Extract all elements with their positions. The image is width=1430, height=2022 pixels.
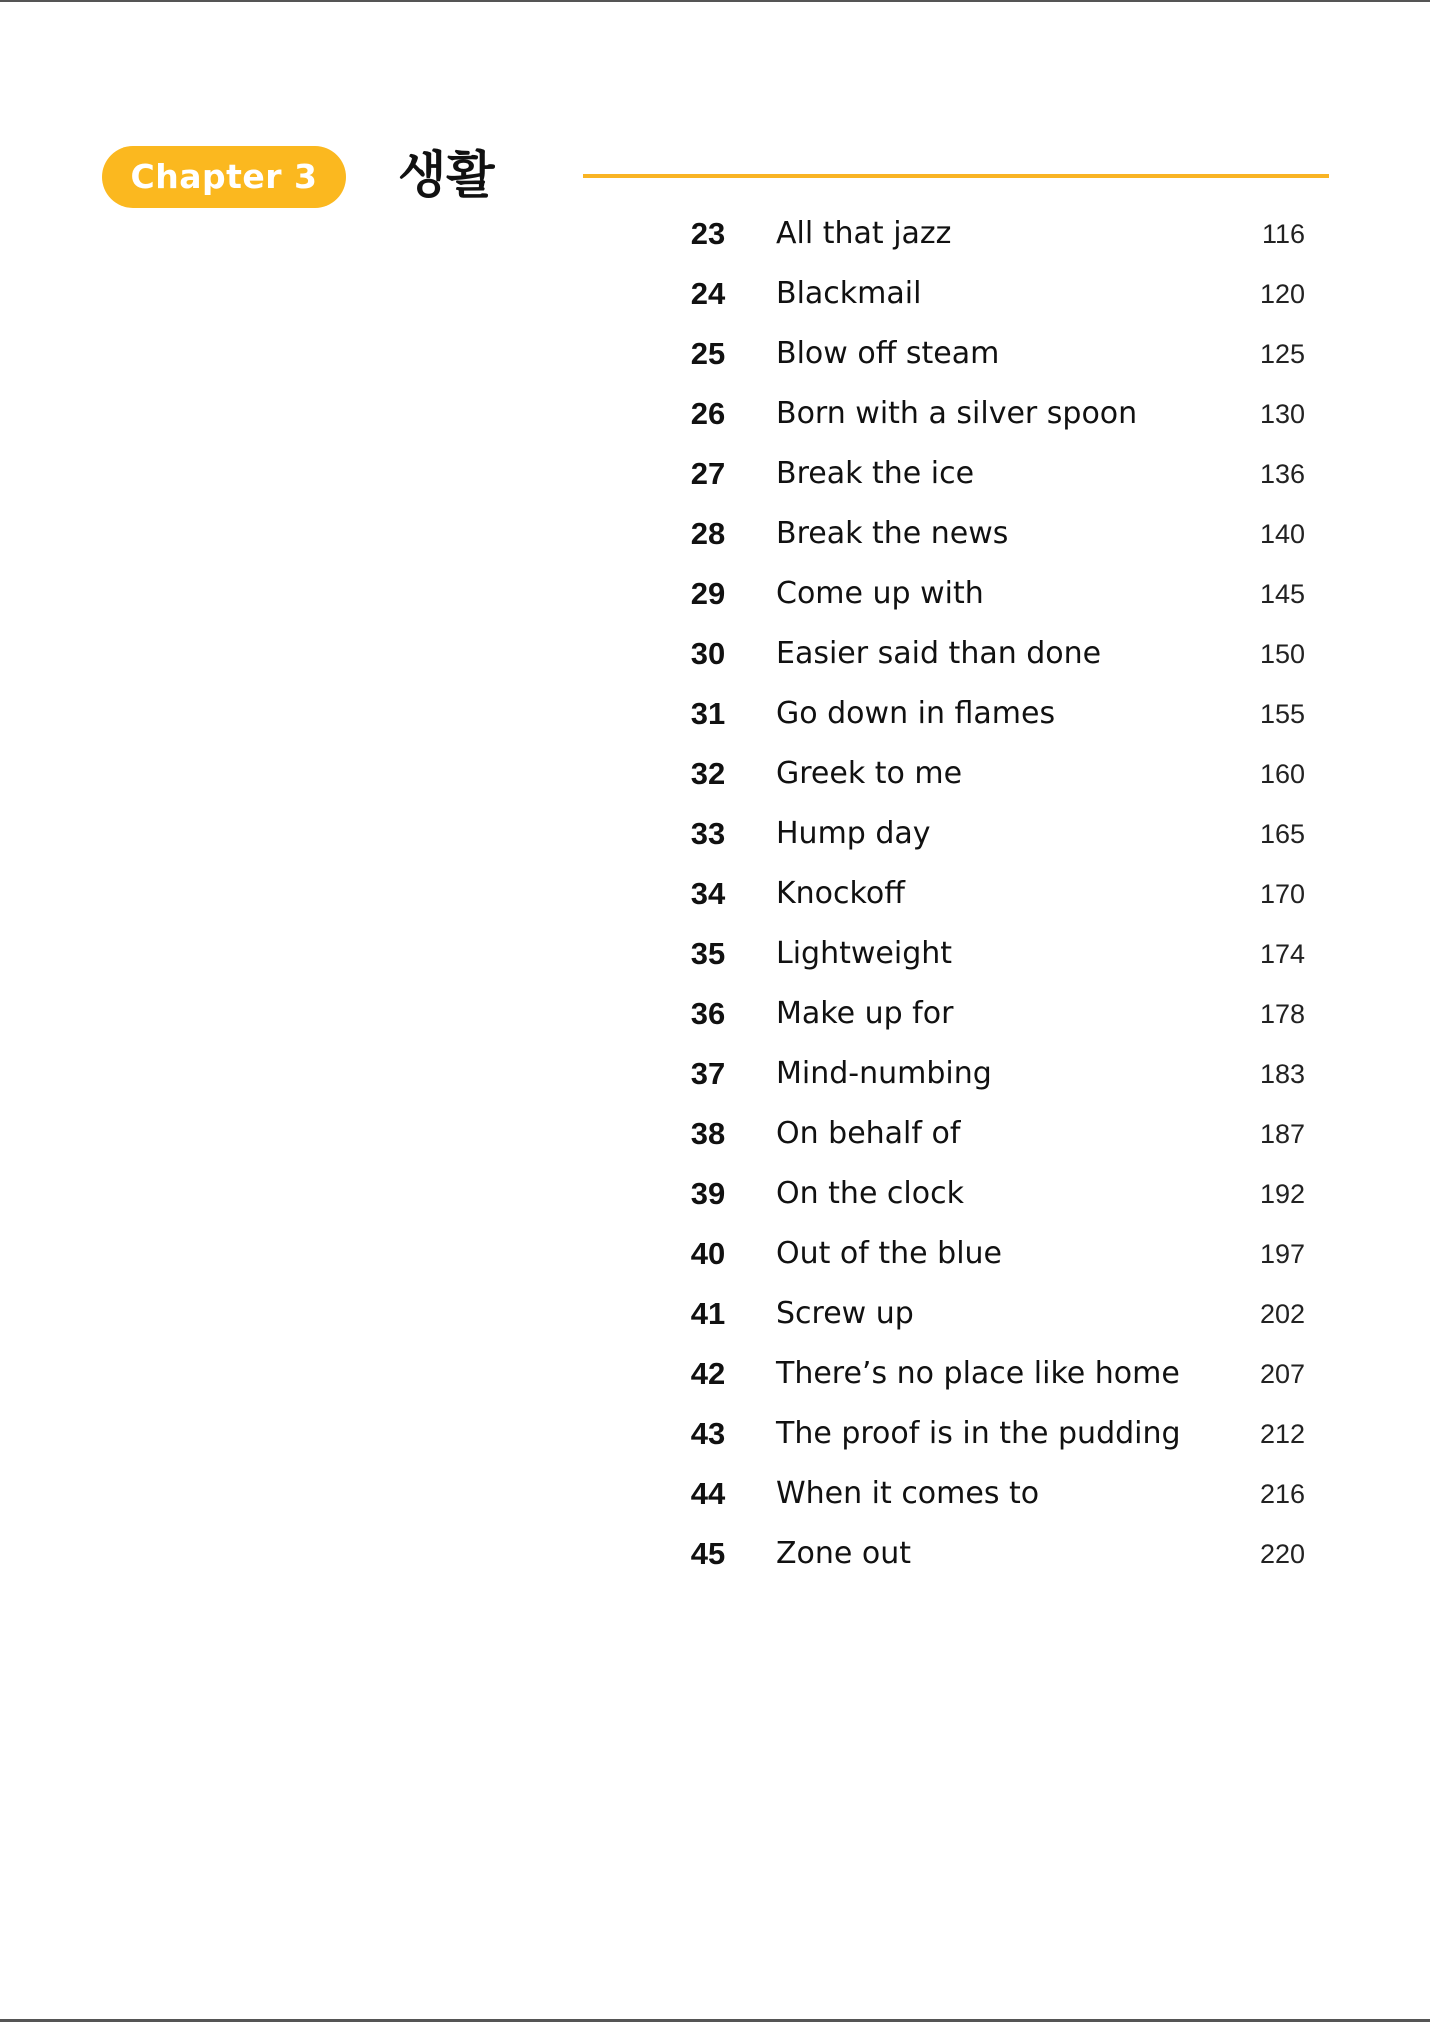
toc-entry[interactable] — [0, 744, 1430, 804]
entry-page: 170 — [1259, 879, 1305, 909]
entry-number: 39 — [690, 1176, 726, 1211]
entry-title: Zone out — [776, 1536, 912, 1571]
entry-number: 27 — [690, 456, 726, 491]
chapter-title: 생활 — [398, 146, 495, 204]
toc-entry[interactable] — [0, 1284, 1430, 1344]
toc-entry[interactable] — [0, 864, 1430, 924]
toc-entry[interactable] — [0, 384, 1430, 444]
chapter-divider-line — [583, 174, 1329, 178]
entry-title: When it comes to — [776, 1476, 1040, 1511]
entry-page: 165 — [1259, 819, 1305, 849]
entry-title: Hump day — [776, 816, 931, 851]
entry-page: 183 — [1259, 1059, 1305, 1089]
toc-entry[interactable] — [0, 1344, 1430, 1404]
entry-number: 28 — [690, 516, 726, 551]
entry-title: Come up with — [776, 576, 984, 611]
entry-number: 40 — [690, 1236, 726, 1271]
entry-title: Screw up — [776, 1296, 914, 1331]
entry-title: Blackmail — [776, 276, 922, 311]
entry-page: 212 — [1259, 1419, 1305, 1449]
toc-entry[interactable] — [0, 204, 1430, 264]
entry-title: Make up for — [776, 996, 954, 1031]
entry-title: Knockoff — [776, 876, 905, 911]
entry-title: Easier said than done — [776, 636, 1102, 671]
toc-entry[interactable] — [0, 804, 1430, 864]
entry-title: Born with a silver spoon — [776, 396, 1138, 431]
toc-entry[interactable] — [0, 1044, 1430, 1104]
entry-number: 33 — [690, 816, 726, 851]
toc-entry[interactable] — [0, 1524, 1430, 1584]
entry-page: 216 — [1259, 1479, 1305, 1509]
entry-number: 41 — [690, 1296, 726, 1331]
entry-number: 29 — [690, 576, 726, 611]
entry-number: 34 — [690, 876, 726, 911]
entry-page: 187 — [1259, 1119, 1305, 1149]
entry-page: 155 — [1259, 699, 1305, 729]
entry-title: On the clock — [776, 1176, 964, 1211]
entry-number: 45 — [690, 1536, 726, 1571]
entry-page: 145 — [1259, 579, 1305, 609]
toc-entry[interactable] — [0, 984, 1430, 1044]
entry-number: 26 — [690, 396, 726, 431]
entry-page: 174 — [1259, 939, 1305, 969]
entry-title: Mind-numbing — [776, 1056, 992, 1091]
toc-entry[interactable] — [0, 1104, 1430, 1164]
entry-number: 37 — [690, 1056, 726, 1091]
toc-entry[interactable] — [0, 1464, 1430, 1524]
toc-entry[interactable] — [0, 444, 1430, 504]
entry-page: 120 — [1259, 279, 1305, 309]
entry-page: 130 — [1259, 399, 1305, 429]
entry-title: Break the ice — [776, 456, 975, 491]
toc-entry[interactable] — [0, 504, 1430, 564]
entry-page: 150 — [1259, 639, 1305, 669]
toc-entry[interactable] — [0, 624, 1430, 684]
entry-title: There’s no place like home — [776, 1356, 1180, 1391]
entry-number: 25 — [690, 336, 726, 371]
entry-number: 43 — [690, 1416, 726, 1451]
chapter-badge: Chapter 3 — [102, 146, 346, 208]
entry-page: 116 — [1261, 219, 1305, 249]
entry-number: 23 — [690, 216, 726, 251]
entry-number: 31 — [690, 696, 726, 731]
entry-title: On behalf of — [776, 1116, 961, 1151]
toc-entry[interactable] — [0, 1224, 1430, 1284]
toc-entry[interactable] — [0, 264, 1430, 324]
entry-title: Break the news — [776, 516, 1009, 551]
entry-number: 35 — [690, 936, 726, 971]
entry-page: 160 — [1259, 759, 1305, 789]
entry-number: 38 — [690, 1116, 726, 1151]
entry-title: Out of the blue — [776, 1236, 1002, 1271]
toc-entry[interactable] — [0, 1164, 1430, 1224]
entry-title: All that jazz — [776, 216, 952, 251]
entry-page: 178 — [1259, 999, 1305, 1029]
entry-page: 207 — [1259, 1359, 1305, 1389]
entry-number: 36 — [690, 996, 726, 1031]
entry-title: Greek to me — [776, 756, 963, 791]
entry-title: The proof is in the pudding — [776, 1416, 1181, 1451]
entry-page: 197 — [1259, 1239, 1305, 1269]
toc-entry[interactable] — [0, 924, 1430, 984]
entry-page: 192 — [1259, 1179, 1305, 1209]
entry-number: 24 — [690, 276, 726, 311]
toc-entry[interactable] — [0, 684, 1430, 744]
entry-title: Go down in flames — [776, 696, 1056, 731]
entry-number: 32 — [690, 756, 726, 791]
entry-number: 44 — [690, 1476, 726, 1511]
entry-page: 125 — [1259, 339, 1305, 369]
toc-entry[interactable] — [0, 564, 1430, 624]
entry-number: 30 — [690, 636, 726, 671]
toc-entry[interactable] — [0, 1404, 1430, 1464]
entry-page: 140 — [1259, 519, 1305, 549]
entry-page: 220 — [1259, 1539, 1305, 1569]
entry-number: 42 — [690, 1356, 726, 1391]
entry-title: Blow off steam — [776, 336, 1000, 371]
entry-title: Lightweight — [776, 936, 953, 971]
toc-entry[interactable] — [0, 324, 1430, 384]
entry-page: 136 — [1259, 459, 1305, 489]
entry-page: 202 — [1259, 1299, 1305, 1329]
page-top-border — [0, 0, 1430, 2]
